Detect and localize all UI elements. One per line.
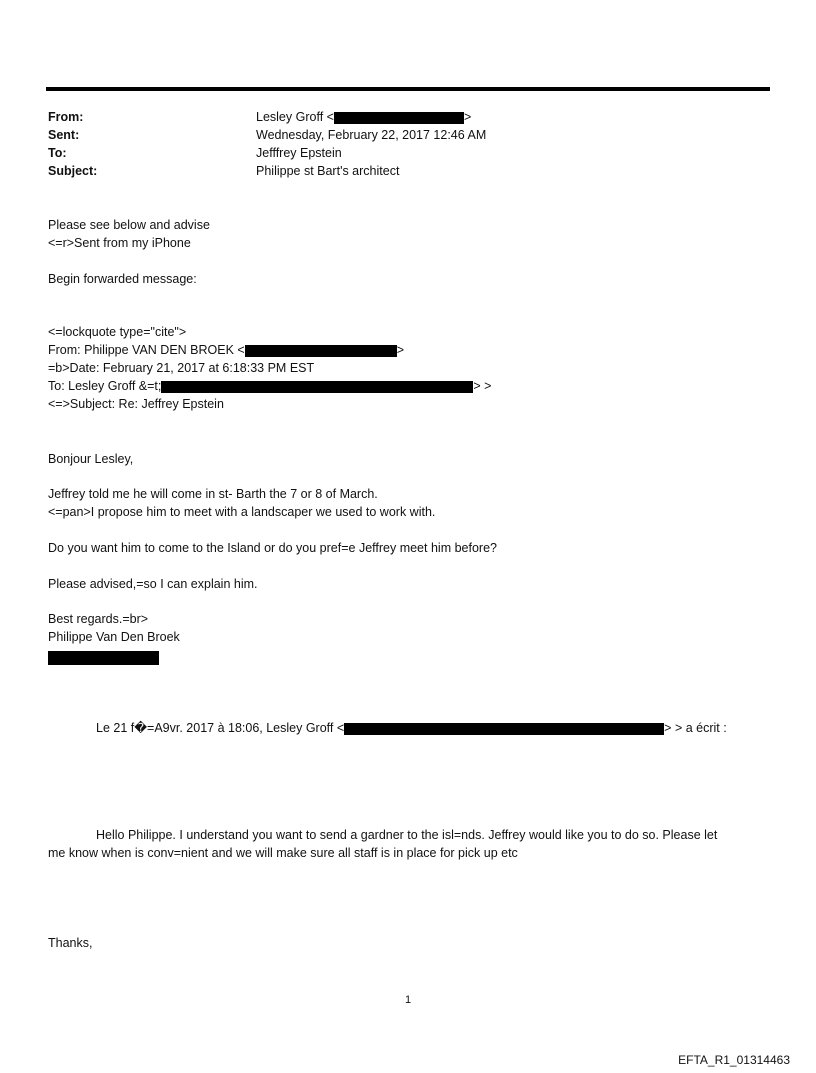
redaction-bar xyxy=(48,651,159,665)
to-label: To: xyxy=(48,146,67,160)
body-line: <=pan>I propose him to meet with a landscaper we used to work with. xyxy=(48,505,436,519)
header-rule xyxy=(46,87,770,91)
email-header xyxy=(48,108,486,180)
body-line: Best regards.=br> xyxy=(48,612,149,626)
body-line: Jeffrey told me he will come in st- Barth the 7 or 8 of March. xyxy=(48,487,378,501)
body-line: <=r>Sent from my iPhone xyxy=(48,236,191,250)
redaction-bar xyxy=(161,381,473,393)
sent-label: Sent: xyxy=(48,128,80,142)
forward-to-line: To: Lesley Groff &=t; > > xyxy=(48,379,492,393)
subject-value: Philippe st Bart's architect xyxy=(256,164,400,178)
body-line: <=lockquote type="cite"> xyxy=(48,325,187,339)
from-value: Lesley Groff < > xyxy=(256,110,472,124)
body-line: Hello Philippe. I understand you want to send a gardner to the isl=nds. Jeffrey would like you to do so. Please let xyxy=(96,828,718,842)
from-label: From: xyxy=(48,110,84,124)
to-row xyxy=(48,144,486,162)
body-line: me know when is conv=nient and we will make sure all staff is in place for pick up etc xyxy=(48,846,518,860)
body-line: Please see below and advise xyxy=(48,218,210,232)
subject-label: Subject: xyxy=(48,164,98,178)
forward-from-line: From: Philippe VAN DEN BROEK < > xyxy=(48,343,405,357)
subject-row xyxy=(48,162,486,180)
sent-value: Wednesday, February 22, 2017 12:46 AM xyxy=(256,128,487,142)
body-line: Do you want him to come to the Island or do you pref=e Jeffrey meet him before? xyxy=(48,541,497,555)
quoted-header-line: Le 21 f�=A9vr. 2017 à 18:06, Lesley Groff < > > a écrit : xyxy=(96,721,727,735)
body-line: Philippe Van Den Broek xyxy=(48,630,180,644)
body-line: Please advised,=so I can explain him. xyxy=(48,577,258,591)
sent-row xyxy=(48,126,486,144)
page-number: 1 xyxy=(404,994,412,1006)
redaction-bar xyxy=(334,112,464,124)
body-line: Bonjour Lesley, xyxy=(48,452,134,466)
from-row xyxy=(48,108,486,126)
signature-redaction xyxy=(48,648,159,666)
body-line: Thanks, xyxy=(48,936,93,950)
to-value: Jefffrey Epstein xyxy=(256,146,342,160)
redaction-bar xyxy=(245,345,397,357)
document-id: EFTA_R1_01314463 xyxy=(678,1053,790,1067)
body-line: =b>Date: February 21, 2017 at 6:18:33 PM EST xyxy=(48,361,315,375)
body-line: Begin forwarded message: xyxy=(48,272,197,286)
redaction-bar xyxy=(344,723,664,735)
body-line: <=>Subject: Re: Jeffrey Epstein xyxy=(48,397,224,411)
